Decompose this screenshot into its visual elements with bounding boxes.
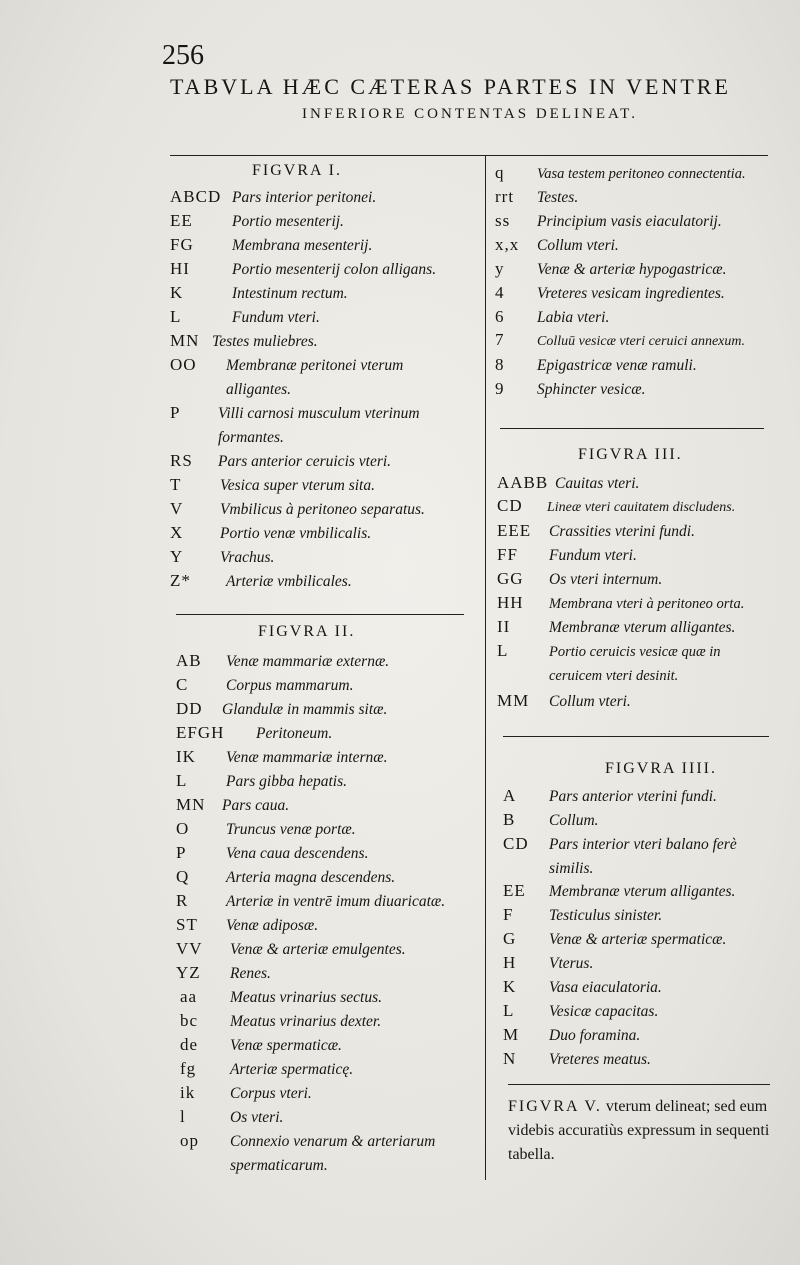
list-item [497,544,637,568]
list-item [170,330,318,354]
figure-4-heading: FIGVRA IIII. [605,760,717,777]
legend-key: aa [180,987,198,1006]
legend-label: Pars interior peritonei. [232,189,377,206]
list-item [495,210,722,234]
list-item [170,234,372,258]
list-item [176,650,389,674]
list-item [170,522,371,546]
legend-label: Collum vteri. [549,693,631,710]
legend-key: N [503,1049,517,1068]
legend-key: EEE [497,521,532,540]
legend-label: Labia vteri. [537,309,610,326]
legend-key: 9 [495,379,505,398]
list-item [170,402,470,450]
list-item [497,690,631,714]
legend-label: Epigastricæ venæ ramuli. [537,357,697,374]
list-item [503,928,726,952]
list-item [503,809,599,833]
legend-key: rrt [495,187,515,206]
legend-label: Membranæ vterum alligantes. [549,883,736,900]
legend-key: P [176,843,187,862]
legend-key: 4 [495,283,505,302]
figure-3-heading: FIGVRA III. [578,446,683,463]
list-item [495,354,697,378]
figure-1-heading: FIGVRA I. [252,162,343,179]
legend-key: G [503,929,517,948]
list-item [180,1082,312,1106]
legend-label: Corpus vteri. [230,1085,312,1102]
list-item [180,986,382,1010]
legend-label: Meatus vrinarius sectus. [230,989,382,1006]
legend-key: FF [497,545,518,564]
legend-key: HI [170,259,190,278]
legend-label: Os vteri internum. [549,571,663,588]
list-item [170,498,425,522]
list-item [503,904,662,928]
legend-key: HH [497,593,524,612]
list-item [497,472,639,496]
figure-5-text: vterum delineat; sed eum videbis accuratiùs expressum in sequenti tabella. [508,1098,770,1163]
legend-key: 8 [495,355,505,374]
legend-key: K [503,977,517,996]
figure-5-heading: FIGVRA V. [508,1098,602,1115]
legend-key: L [176,771,188,790]
list-item [497,496,735,520]
list-item [170,282,348,306]
legend-key: de [180,1035,199,1054]
list-item [503,1024,640,1048]
list-item [176,794,289,818]
legend-key: VV [176,939,203,958]
legend-key: ss [495,211,511,230]
legend-label: Cauitas vteri. [555,475,640,492]
list-item [176,938,406,962]
list-item [503,976,662,1000]
legend-key: DD [176,699,203,718]
rule-fig4 [503,736,769,737]
legend-key: IK [176,747,196,766]
legend-label: Portio mesenterij. [232,213,344,230]
list-item [495,258,726,282]
legend-key: ST [176,915,198,934]
page-title: TABVLA HÆC CÆTERAS PARTES IN VENTRE [170,74,731,99]
list-item [180,1058,353,1082]
legend-label: Vrachus. [220,549,275,566]
list-item [180,1106,283,1130]
rule-fig3 [500,428,764,429]
legend-label: Venæ & arteriæ emulgentes. [230,941,406,958]
list-item [170,258,436,282]
legend-label: Vasa testem peritoneo connectentia. [537,166,746,182]
legend-key: Q [176,867,190,886]
legend-label: Duo foramina. [549,1027,641,1044]
legend-label: Portio venæ vmbilicalis. [220,525,372,542]
legend-key: II [497,617,511,636]
legend-label: Pars interior vteri balano ferè similis. [549,836,737,877]
list-item [176,746,387,770]
legend-label: Pars anterior vterini fundi. [549,788,717,805]
legend-key: EE [170,211,193,230]
legend-label: Vena caua descendens. [226,845,369,862]
legend-key: L [497,641,509,660]
list-item [503,1000,658,1024]
list-item [180,1010,381,1034]
legend-label: Vterus. [549,955,594,972]
legend-key: EFGH [176,723,225,742]
legend-key: MM [497,691,530,710]
legend-key: O [176,819,190,838]
list-item [495,186,578,210]
legend-label: Principium vasis eiaculatorij. [537,213,722,230]
list-item [503,833,769,881]
legend-key: OO [170,355,197,374]
legend-label: Pars caua. [222,797,290,814]
list-item [503,785,717,809]
figure-2-heading: FIGVRA II. [258,623,356,640]
list-item [176,866,395,890]
list-item [176,890,445,914]
legend-label: Membranæ peritonei vterum alligantes. [226,357,404,398]
legend-key: R [176,891,189,910]
legend-label: Venæ & arteriæ hypogastricæ. [537,261,727,278]
list-item [170,546,274,570]
legend-key: CD [503,834,529,853]
legend-key: P [170,403,181,422]
legend-key: ik [180,1083,196,1102]
list-item [495,162,746,186]
list-item [176,674,353,698]
list-item [497,568,662,592]
legend-key: op [180,1131,199,1150]
list-item [170,570,352,594]
list-item [497,640,769,688]
legend-key: V [170,499,184,518]
list-item [495,282,725,306]
legend-label: Testes. [537,189,579,206]
legend-label: Corpus mammarum. [226,677,354,694]
legend-key: T [170,475,182,494]
list-item [497,592,744,616]
list-item [176,698,387,722]
legend-key: bc [180,1011,199,1030]
legend-key: MN [170,331,200,350]
legend-key: F [503,905,514,924]
legend-key: YZ [176,963,201,982]
list-item [176,818,356,842]
list-item [176,722,332,746]
legend-label: Venæ spermaticæ. [230,1037,342,1054]
legend-label: Peritoneum. [256,725,333,742]
legend-label: Venæ mammariæ internæ. [226,749,388,766]
rule-top [170,155,768,156]
legend-label: Arteriæ vmbilicales. [226,573,352,590]
legend-key: CD [497,496,523,515]
list-item [503,1048,651,1072]
legend-key: FG [170,235,194,254]
legend-label: Pars anterior ceruicis vteri. [218,453,392,470]
legend-key: C [176,675,189,694]
legend-label: Glandulæ in mammis sitæ. [222,701,388,718]
legend-key: B [503,810,516,829]
list-item [176,842,368,866]
legend-label: Portio ceruicis vesicæ quæ in ceruicem vteri desinit. [549,644,721,684]
legend-label: Arteria magna descendens. [226,869,396,886]
column-divider [485,155,486,1180]
list-item [170,306,320,330]
figure-5-note [508,1095,778,1167]
legend-label: Os vteri. [230,1109,284,1126]
legend-label: Vesica super vterum sita. [220,477,375,494]
legend-label: Arteriæ spermaticę. [230,1061,354,1078]
list-item [497,520,695,544]
legend-key: H [503,953,517,972]
legend-key: AB [176,651,202,670]
list-item [176,770,347,794]
legend-label: Fundum vteri. [549,547,637,564]
legend-key: EE [503,881,526,900]
legend-key: x,x [495,235,520,254]
page-subtitle: INFERIORE CONTENTAS DELINEAT. [302,106,638,122]
legend-label: Vesicæ capacitas. [549,1003,659,1020]
list-item [503,952,593,976]
list-item [180,1034,342,1058]
legend-label: Venæ & arteriæ spermaticæ. [549,931,727,948]
legend-label: Intestinum rectum. [232,285,348,302]
list-item [503,880,735,904]
legend-key: ABCD [170,187,222,206]
legend-key: MN [176,795,206,814]
legend-key: GG [497,569,524,588]
list-item [176,962,271,986]
legend-key: l [180,1107,186,1126]
legend-label: Colluū vesicæ vteri ceruici annexum. [537,334,745,349]
legend-key: Y [170,547,184,566]
legend-label: Connexio venarum & arteriarum spermaticarum. [230,1133,436,1174]
list-item [170,354,470,402]
list-item [495,306,609,330]
list-item [495,234,619,258]
legend-key: L [170,307,182,326]
legend-key: X [170,523,184,542]
legend-label: Venæ adiposæ. [226,917,319,934]
legend-label: Meatus vrinarius dexter. [230,1013,382,1030]
list-item [497,616,735,640]
legend-key: 6 [495,307,505,326]
legend-key: RS [170,451,193,470]
legend-label: Vreteres meatus. [549,1051,651,1068]
legend-label: Collum. [549,812,599,829]
list-item [170,474,375,498]
legend-label: Vmbilicus à peritoneo separatus. [220,501,425,518]
legend-label: Crassities vterini fundi. [549,523,695,540]
legend-label: Membranæ vterum alligantes. [549,619,736,636]
list-item [180,1130,480,1178]
legend-label: Fundum vteri. [232,309,320,326]
legend-label: Vasa eiaculatoria. [549,979,662,996]
legend-label: Vreteres vesicam ingredientes. [537,285,725,302]
rule-fig2 [176,614,464,615]
legend-label: Truncus venæ portæ. [226,821,356,838]
legend-label: Testes muliebres. [212,333,318,350]
legend-key: 7 [495,330,505,349]
legend-label: Arteriæ in ventrē imum diuaricatæ. [226,893,446,910]
legend-key: q [495,163,505,182]
legend-key: AABB [497,473,549,492]
legend-label: Villi carnosi musculum vterinum formantes. [218,405,420,446]
legend-label: Sphincter vesicæ. [537,381,646,398]
legend-key: fg [180,1059,197,1078]
rule-fig5 [508,1084,770,1085]
legend-key: A [503,786,517,805]
list-item [170,186,376,210]
list-item [170,450,391,474]
legend-label: Testiculus sinister. [549,907,663,924]
legend-key: Z* [170,571,191,590]
legend-label: Portio mesenterij colon alligans. [232,261,437,278]
legend-label: Membrana mesenterij. [232,237,373,254]
legend-label: Lineæ vteri cauitatem discludens. [547,500,736,515]
list-item [495,330,745,354]
legend-key: y [495,259,505,278]
legend-label: Pars gibba hepatis. [226,773,347,790]
list-item [170,210,344,234]
list-item [176,914,318,938]
legend-label: Collum vteri. [537,237,619,254]
list-item [495,378,645,402]
legend-key: M [503,1025,520,1044]
legend-label: Membrana vteri à peritoneo orta. [549,596,745,612]
page-number: 256 [162,40,204,71]
legend-key: K [170,283,184,302]
legend-label: Venæ mammariæ externæ. [226,653,390,670]
legend-key: L [503,1001,515,1020]
legend-label: Renes. [230,965,271,982]
